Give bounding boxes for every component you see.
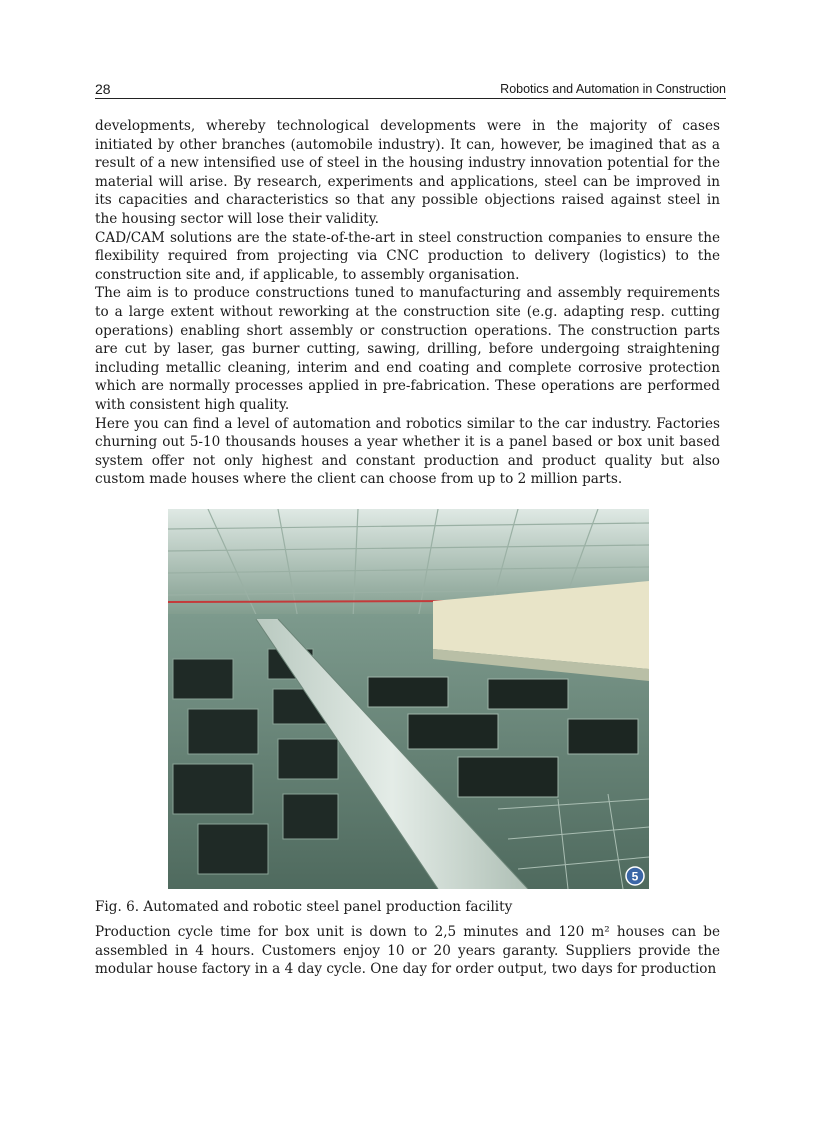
body-text	[95, 117, 720, 489]
figure-badge: 5	[631, 869, 639, 884]
running-title: Robotics and Automation in Construction	[500, 82, 726, 96]
paragraph: The aim is to produce constructions tuned to manufacturing and assembly requirements to a large extent without reworking at the construction site (e.g. adapting resp. cutting operations) enabling short assembly or construction operations. The construction parts are cut by laser, gas burner cutting, sawing, drilling, before undergoing straightening including metallic cleaning, interim and end coating and complete corrosive protection which are normally processes applied in pre-fabrication. These operations are performed with consistent high quality.	[95, 285, 720, 413]
paragraph: CAD/CAM solutions are the state-of-the-art in steel construction companies to ensure the flexibility required from projecting via CNC production to delivery (logistics) to the construction site and, if applicable, to assembly organisation.	[95, 229, 720, 283]
factory-photo	[168, 509, 649, 889]
factory-illustration	[168, 509, 649, 889]
page-number: 28	[95, 81, 111, 97]
figure-caption: Fig. 6. Automated and robotic steel panel production facility	[95, 899, 513, 915]
body-text-continued	[95, 923, 720, 979]
running-header	[95, 80, 726, 99]
paragraph: Production cycle time for box unit is down to 2,5 minutes and 120 m² houses can be assembled in 4 hours. Customers enjoy 10 or 20 years garanty. Suppliers provide the modular house factory in a 4 day cycle. One day for order output, two days for production	[95, 924, 720, 978]
paragraph: Here you can find a level of automation and robotics similar to the car industry. Factories churning out 5-10 thousands houses a year whether it is a panel based or box unit based system offer not only highest and constant production and product quality but also custom made houses where the client can choose from up to 2 million parts.	[95, 415, 720, 488]
paragraph: developments, whereby technological developments were in the majority of cases initiated by other branches (automobile industry). It can, however, be imagined that as a result of a new intensified use of steel in the housing industry innovation potential for the material will arise. By research, experiments and applications, steel can be improved in its capacities and characteristics so that any possible objections raised against steel in the housing sector will lose their validity.	[95, 118, 720, 227]
